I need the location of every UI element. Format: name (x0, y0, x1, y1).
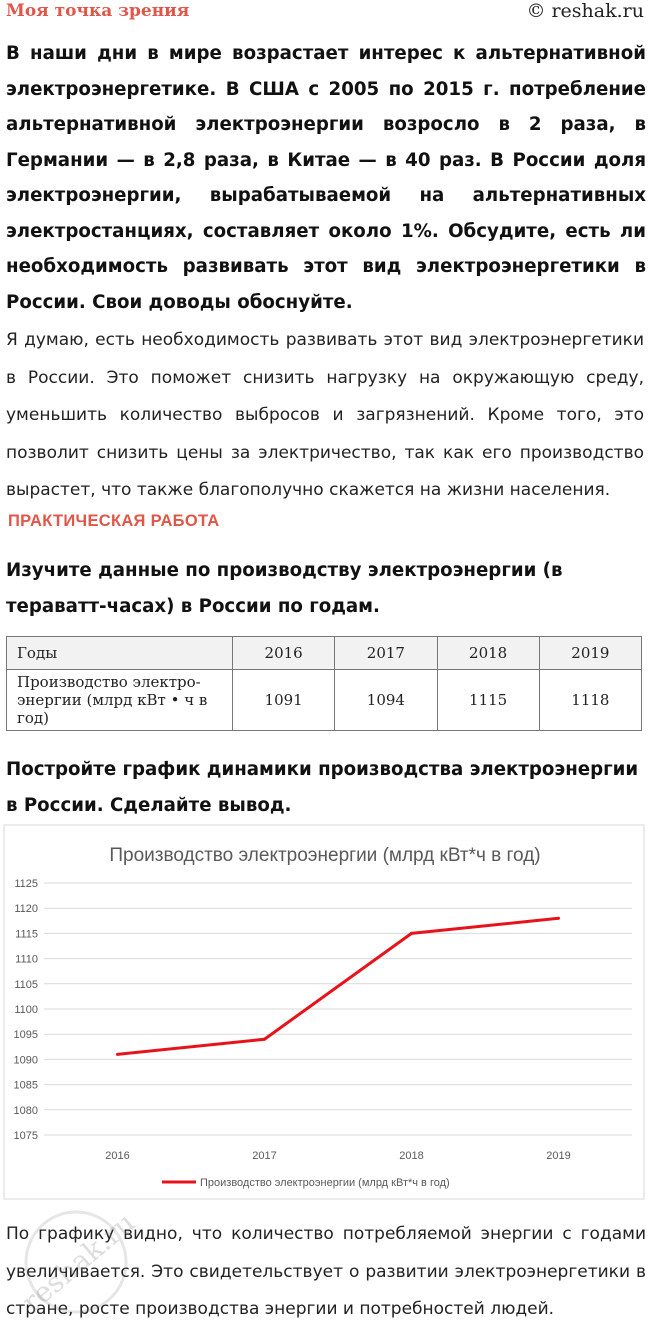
x-tick-label: 2018 (399, 1150, 424, 1162)
y-tick-label: 1100 (14, 1004, 38, 1016)
section-heading: Моя точка зрения (6, 1, 190, 21)
y-tick-label: 1125 (14, 878, 38, 890)
data-point (116, 1053, 119, 1056)
y-tick-label: 1120 (14, 903, 38, 916)
site-credit: © reshak.ru (526, 0, 644, 22)
table-row-label: Производство электро-энергии (млрд кВт • ч в год) (7, 670, 233, 731)
practical-heading: ПРАКТИЧЕСКАЯ РАБОТА (8, 512, 220, 530)
table-year: 2018 (437, 637, 539, 670)
legend-label: Производство электроэнергии (млрд кВт*ч в год) (200, 1177, 450, 1189)
table-row (7, 670, 642, 731)
table-value: 1094 (335, 670, 437, 731)
x-tick-label: 2016 (105, 1150, 130, 1162)
table-year: 2017 (335, 637, 437, 670)
y-tick-label: 1075 (13, 1130, 38, 1142)
chart-title: Производство электроэнергии (млрд кВт*ч в год) (109, 845, 541, 866)
table-value: 1115 (437, 670, 539, 731)
table-header-row (7, 637, 642, 670)
y-tick-label: 1110 (15, 953, 38, 966)
x-tick-label: 2019 (546, 1150, 571, 1162)
data-point (557, 917, 560, 920)
table-value: 1118 (539, 670, 641, 731)
answer-text: Я думаю, есть необходимость развивать этот вид электроэнергетики в России. Это поможет снизить нагрузку на окружающую среду, уменьшить количество выбросов и загрязнений. Кроме того, это позволит снизить цены за электричество, так как его производство вырастет, что также благополучно скажется на жизни населения. (6, 330, 644, 500)
y-tick-label: 1085 (13, 1079, 38, 1092)
x-tick-label: 2017 (252, 1150, 277, 1162)
chart-frame (4, 825, 644, 1199)
task1-text: Изучите данные по производству электроэнергии (в тераватт-часах) в России по годам. (6, 560, 563, 617)
y-tick-label: 1115 (15, 928, 38, 941)
table-year: 2019 (539, 637, 641, 670)
table-value: 1091 (233, 670, 335, 731)
table-year: 2016 (233, 637, 335, 670)
y-tick-label: 1080 (13, 1104, 38, 1117)
production-table (6, 636, 642, 731)
conclusion-text: По графику видно, что количество потребляемой энергии с годами увеличивается. Это свидетельствует о развитии электроэнергетики в стране, росте производства энергии и потребностей людей. (6, 1224, 646, 1319)
question-text: В наши дни в мире возрастает интерес к альтернативной электроэнергетике. В США с 2005 по 2015 г. потребление альтернативной электроэнергии возросло в 2 раза, в Германии — в 2,8 раза, в Китае — в 40 раз. В России доля электроэнергии, вырабатываемой на альтернативных электростанциях, составляет около 1%. Обсудите, есть ли необходимость развивать этот вид электроэнергетики в России. Свои доводы обоснуйте. (6, 43, 646, 313)
svg-text:reshak.ru: reshak.ru (15, 1205, 142, 1319)
y-tick-label: 1095 (13, 1029, 38, 1042)
production-chart (0, 823, 650, 1203)
task2-text: Постройте график динамики производства электроэнергии в России. Сделайте вывод. (6, 759, 639, 816)
table-header-label: Годы (7, 637, 233, 670)
data-point (410, 932, 413, 935)
data-point (263, 1038, 266, 1041)
y-tick-label: 1090 (13, 1054, 38, 1067)
y-tick-label: 1105 (14, 978, 38, 991)
watermark-logo (6, 1190, 156, 1330)
